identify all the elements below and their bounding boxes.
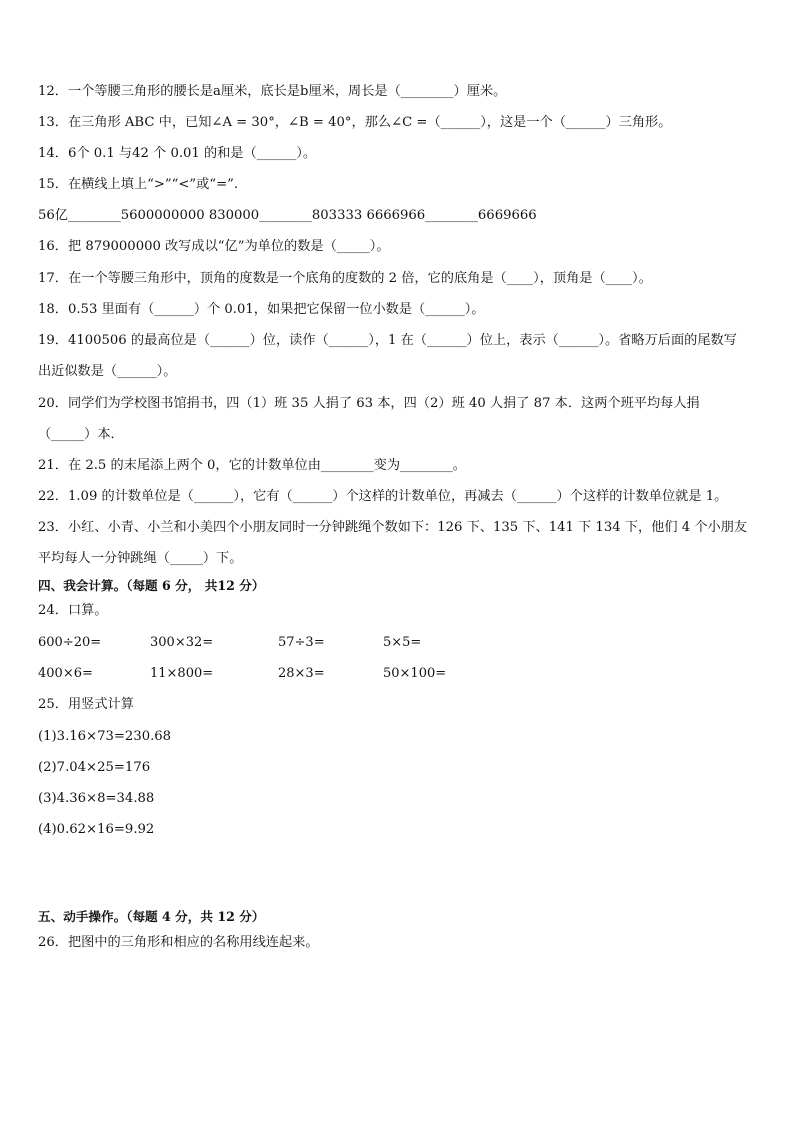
section-5-heading: 五、动手操作。（每题 4 分，共 12 分） — [38, 909, 265, 924]
oral-calc-item: 5×5= — [383, 635, 422, 650]
question-26: 26．把图中的三角形和相应的名称用线连起来。 — [38, 935, 319, 950]
question-20-line1: 20．同学们为学校图书馆捐书，四（1）班 35 人捐了 63 本，四（2）班 40 人捐了 87 本．这两个班平均每人捐 — [38, 396, 700, 411]
vertical-calc-3: (3)4.36×8=34.88 — [38, 791, 155, 806]
question-22: 22．1.09 的计数单位是（______），它有（______）个这样的计数单位，再减去（______）个这样的计数单位就是 1。 — [38, 489, 728, 504]
question-25: 25．用竖式计算 — [38, 697, 134, 712]
oral-calc-item: 57÷3= — [278, 635, 325, 650]
vertical-calc-1: (1)3.16×73=230.68 — [38, 729, 172, 744]
vertical-calc-2: (2)7.04×25=176 — [38, 760, 151, 775]
oral-calc-item: 11×800= — [150, 666, 214, 681]
oral-calc-item: 300×32= — [150, 635, 214, 650]
question-21: 21．在 2.5 的末尾添上两个 0，它的计数单位由________变为________。 — [38, 458, 466, 473]
question-24: 24．口算。 — [38, 603, 108, 618]
question-15-items: 56亿________5600000000 830000________803333 6666966________6669666 — [38, 208, 537, 223]
question-20-line2: （_____）本． — [38, 427, 124, 442]
oral-calc-item: 28×3= — [278, 666, 325, 681]
vertical-calc-4: (4)0.62×16=9.92 — [38, 822, 155, 837]
question-17: 17．在一个等腰三角形中，顶角的度数是一个底角的度数的 2 倍，它的底角是（____），顶角是（____）。 — [38, 271, 652, 286]
oral-calc-item: 50×100= — [383, 666, 447, 681]
question-13: 13．在三角形 ABC 中，已知∠A = 30°，∠B = 40°，那么∠C =（______），这是一个（______）三角形。 — [38, 115, 672, 130]
question-23-line2: 平均每人一分钟跳绳（_____）下。 — [38, 551, 243, 566]
question-23-line1: 23．小红、小青、小兰和小美四个小朋友同时一分钟跳绳个数如下：126 下、135 下、141 下 134 下，他们 4 个小朋友 — [38, 520, 748, 535]
question-15: 15．在横线上填上“>”“<”或“=”. — [38, 177, 239, 192]
oral-calc-item: 600÷20= — [38, 635, 102, 650]
question-14: 14．6个 0.1 与42 个 0.01 的和是（______）。 — [38, 146, 317, 161]
section-4-heading: 四、我会计算。（每题 6 分， 共12 分） — [38, 578, 265, 593]
question-19-line2: 出近似数是（______）。 — [38, 364, 177, 379]
question-19-line1: 19．4100506 的最高位是（______）位，读作（______），1 在（______）位上，表示（______）。省略万后面的尾数写 — [38, 333, 737, 348]
oral-calc-item: 400×6= — [38, 666, 93, 681]
question-12: 12．一个等腰三角形的腰长是a厘米，底长是b厘米，周长是（________）厘米。 — [38, 84, 507, 99]
question-16: 16．把 879000000 改写成以“亿”为单位的数是（_____）。 — [38, 239, 390, 254]
question-18: 18．0.53 里面有（______）个 0.01，如果把它保留一位小数是（______）。 — [38, 302, 485, 317]
